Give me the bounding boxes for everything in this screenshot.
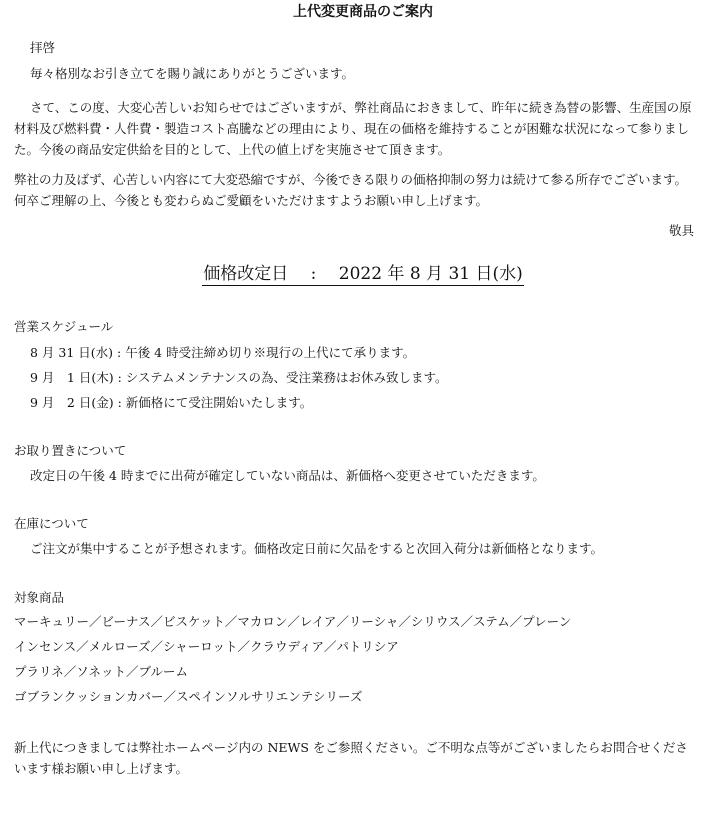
schedule-item: 9 月 2 日(金) : 新価格にて受注開始いたします。 — [30, 395, 313, 410]
body-paragraph-1: さて、この度、大変心苦しいお知らせではございますが、弊社商品におきまして、昨年に続き為替の影響、生産国の原材料及び燃料費・人件費・製造コスト高騰などの理由により、現在の価格を維持することが困難な状況になって参りました。今後の商品安定供給を目的として、上代の値上げを実施させて頂きます。 — [14, 100, 692, 157]
stock-text: ご注文が集中することが予想されます。価格改定日前に欠品をすると次回入荷分は新価格となります。 — [30, 541, 604, 556]
price-change-date-heading — [0, 263, 726, 286]
schedule-item: 9 月 1 日(木) : システムメンテナンスの為、受注業務はお休み致します。 — [30, 370, 448, 385]
footer-note: 新上代につきましては弊社ホームページ内の NEWS をご参照ください。ご不明な点等がございましたらお問合せくださいます様お願い申し上げます。 — [14, 740, 688, 776]
body-paragraph-2: 弊社の力及ばず、心苦しい内容にて大変恐縮ですが、今後できる限りの価格抑制の努力は続けて参る所存でございます。何卒ご理解の上、今後とも変わらぬご愛顧をいただけますようお願い申し上げます。 — [14, 172, 688, 208]
product-line: インセンス／メルローズ／シャーロット／クラウディア／パトリシア — [14, 639, 399, 654]
closing-salutation: 敬具 — [668, 223, 694, 238]
schedule-item: 8 月 31 日(水) : 午後 4 時受注締め切り※現行の上代にて承ります。 — [30, 345, 416, 360]
schedule-heading: 営業スケジュール — [14, 319, 114, 334]
document-title: 上代変更商品のご案内 — [293, 4, 433, 20]
product-line: ゴブランクッションカバー／スペインソルサリエンテシリーズ — [14, 689, 363, 704]
product-line: プラリネ／ソネット／ブルーム — [14, 664, 189, 679]
hold-heading: お取り置きについて — [14, 443, 127, 458]
stock-heading: 在庫について — [14, 516, 89, 531]
hold-text: 改定日の午後 4 時までに出荷が確定していない商品は、新価格へ変更させていただきます。 — [30, 468, 545, 483]
opening-salutation: 拝啓 — [30, 40, 56, 55]
greeting-text: 毎々格別なお引き立てを賜り誠にありがとうございます。 — [30, 66, 355, 81]
products-heading: 対象商品 — [14, 590, 65, 605]
price-change-date: 価格改定日 : 2022 年 8 月 31 日(水) — [203, 264, 523, 284]
product-line: マーキュリー／ビーナス／ビスケット／マカロン／レイア／リーシャ／シリウス／ステム／プレーン — [14, 614, 572, 629]
